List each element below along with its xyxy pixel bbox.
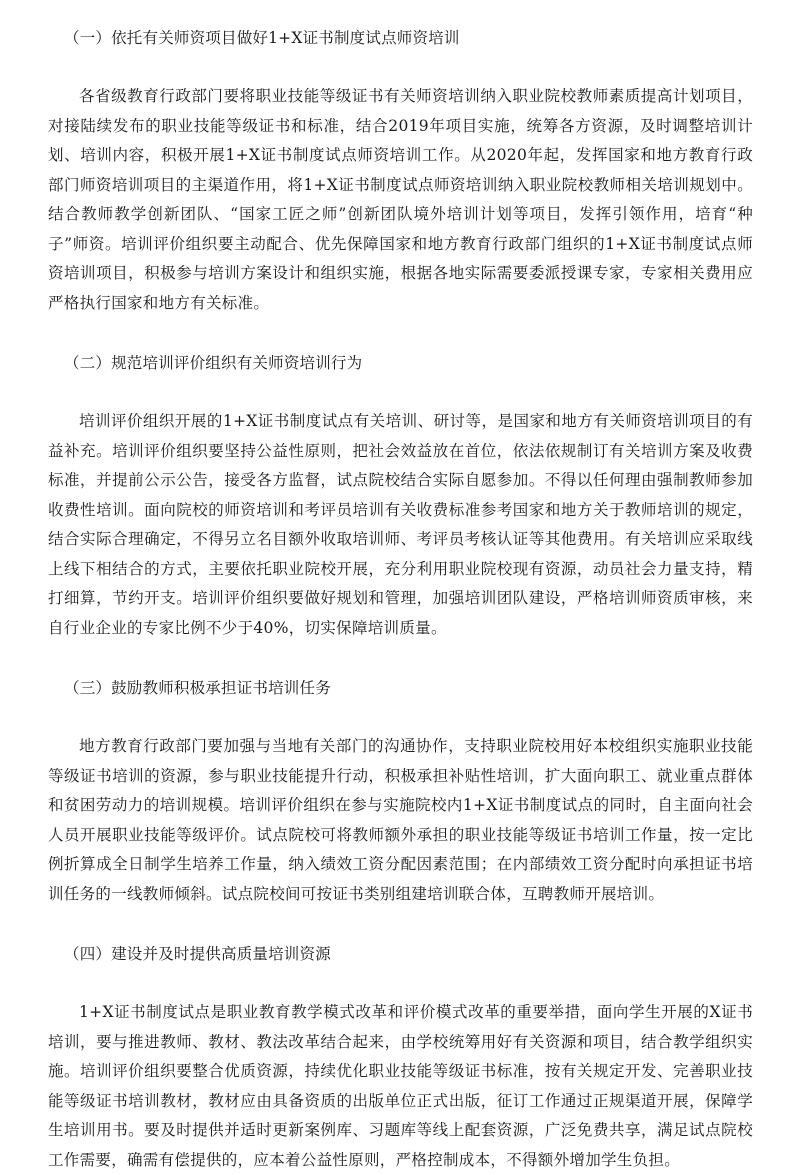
section-4-heading: （四）建设并及时提供高质量培训资源 xyxy=(64,945,331,963)
section-2-body: 培训评价组织开展的1+X证书制度试点有关培训、研讨等，是国家和地方有关师资培训项目的有益补充。培训评价组织要坚持公益性原则，把社会效益放在首位，依法依规制订有关培训方案及收费标准，并提前公示公告，接受各方监督，试点院校结合实际自愿参加。不得以任何理由强制教师参加收费性培训。面向院校的师资培训和考评员培训有关收费标准参考国家和地方关于教师培训的规定，结合实际合理确定，不得另立名目额外收取培训师、考评员考核认证等其他费用。有关培训应采取线上线下相结合的方式，主要依托职业院校开展，充分利用职业院校现有资源，动员社会力量支持，精打细算，节约开支。培训评价组织要做好规划和管理，加强培训团队建设，严格培训师资质审核，来自行业企业的专家比例不少于40%，切实保障培训质量。 xyxy=(48,412,753,637)
section-3-heading: （三）鼓励教师积极承担证书培训任务 xyxy=(64,679,331,697)
section-4-body: 1+X证书制度试点是职业教育教学模式改革和评价模式改革的重要举措，面向学生开展的X证书培训，要与推进教师、教材、教法改革结合起来，由学校统筹用好有关资源和项目，结合教学组织实施。培训评价组织要整合优质资源，持续优化职业技能等级证书标准，按有关规定开发、完善职业技能等级证书培训教材，教材应由具备资质的出版单位正式出版，征订工作通过正规渠道开展，保障学生培训用书。要及时提供并适时更新案例库、习题库等线上配套资源，广泛免费共享，满足试点院校工作需要，确需有偿提供的，应本着公益性原则，严格控制成本，不得额外增加学生负担。 xyxy=(48,1003,753,1169)
section-3-body: 地方教育行政部门要加强与当地有关部门的沟通协作，支持职业院校用好本校组织实施职业技能等级证书培训的资源，参与职业技能提升行动，积极承担补贴性培训，扩大面向职工、就业重点群体和贫困劳动力的培训规模。培训评价组织在参与实施院校内1+X证书制度试点的同时，自主面向社会人员开展职业技能等级评价。试点院校可将教师额外承担的职业技能等级证书培训工作量，按一定比例折算成全日制学生培养工作量，纳入绩效工资分配因素范围；在内部绩效工资分配时向承担证书培训任务的一线教师倾斜。试点院校间可按证书类别组建培训联合体，互聘教师开展培训。 xyxy=(48,737,753,903)
section-1-body: 各省级教育行政部门要将职业技能等级证书有关师资培训纳入职业院校教师素质提高计划项目，对接陆续发布的职业技能等级证书和标准，结合2019年项目实施，统筹各方资源，及时调整培训计划、培训内容，积极开展1+X证书制度试点师资培训工作。从2020年起，发挥国家和地方教育行政部门师资培训项目的主渠道作用，将1+X证书制度试点师资培训纳入职业院校教师相关培训规划中。结合教师教学创新团队、“国家工匠之师”创新团队境外培训计划等项目，发挥引领作用，培育“种子”师资。培训评价组织要主动配合、优先保障国家和地方教育行政部门组织的1+X证书制度试点师资培训项目，积极参与培训方案设计和组织实施，根据各地实际需要委派授课专家，专家相关费用应严格执行国家和地方有关标准。 xyxy=(48,87,753,312)
section-2-heading: （二）规范培训评价组织有关师资培训行为 xyxy=(64,354,363,372)
section-1-heading: （一）依托有关师资项目做好1+X证书制度试点师资培训 xyxy=(64,29,460,47)
